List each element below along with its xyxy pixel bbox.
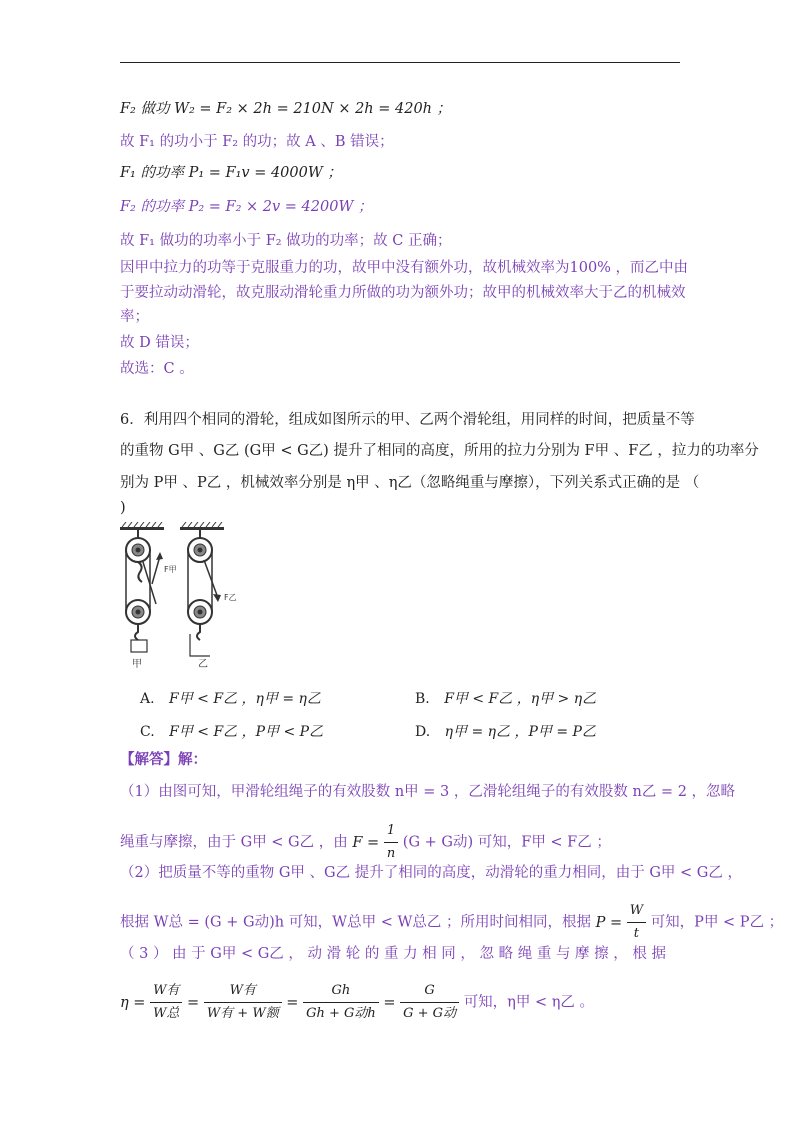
fraction-numerator: W有 <box>150 980 182 1003</box>
prev-solution-line-2: 故 F₁ 的功小于 F₂ 的功；故 A 、B 错误； <box>120 134 394 150</box>
answer-step1-post: (G + G动) 可知，F甲 < F乙 ； <box>402 834 611 851</box>
option-d-text: η甲 = η乙 ，P甲 = P乙 <box>444 724 596 740</box>
prev-solution-line-9: 故 D 错误； <box>120 335 199 351</box>
answer-step2-line2 <box>120 900 783 945</box>
prev-solution-line-8: 率； <box>120 309 149 325</box>
force-arrow-jia <box>152 552 163 584</box>
force-label-jia: F甲 <box>164 565 177 574</box>
fraction-eta-4 <box>400 980 459 1025</box>
answer-step3-post: 可知，η甲 < η乙 。 <box>463 994 595 1011</box>
prev-solution-line-4: F₂ 的功率 P₂ = F₂ × 2v = 4200W ； <box>120 199 373 215</box>
fraction-1-over-n <box>384 820 398 865</box>
fraction-denominator: G + G动 <box>403 1006 457 1021</box>
question-line-3: 别为 P甲 、P乙 ，机械效率分别是 η甲 、η乙（忽略绳重与摩擦），下列关系式正确的是 （ <box>120 475 700 491</box>
answer-step2-pre: 根据 W总 = (G + G动)h 可知，W总甲 < W总乙 ；所用时间相同，根据 <box>120 914 591 931</box>
fraction-numerator: G <box>400 980 459 1003</box>
fraction-denominator: Gh + G动h <box>306 1006 376 1021</box>
answer-step2-post: 可知，P甲 < P乙 ； <box>650 914 784 931</box>
option-a <box>140 688 321 708</box>
force-arrow-yi <box>213 594 221 602</box>
prev-solution-line-7: 于要拉动动滑轮，故克服动滑轮重力所做的功为额外功；故甲的机械效率大于乙的机械效 <box>120 285 686 301</box>
fraction-numerator: W <box>627 900 646 923</box>
answer-step2-line1: （2）把质量不等的重物 G甲 、G乙 提升了相同的高度，动滑轮的重力相同，由于 G甲 < G乙 ， <box>120 865 742 881</box>
answer-step1-line1: （1）由图可知，甲滑轮组绳子的有效股数 n甲 = 3 ，乙滑轮组绳子的有效股数 n乙 = 2 ，忽略 <box>120 784 736 800</box>
option-b <box>415 688 596 708</box>
answer-step3-formula: η = $\frac{\text{W有}}{\text{W总}}$ = $\frac{\text{W有}}{\text{W有 + W额}}$ = $\frac{Gh}{\text{Gh + G动h}}$ = $\frac{G}{\text{G + G动}}$ <box>120 995 464 1011</box>
fraction-w-over-t <box>627 900 646 945</box>
force-label-yi: F乙 <box>224 593 237 602</box>
figure-label-yi: 乙 <box>198 659 208 670</box>
fraction-numerator: Gh <box>303 980 379 1003</box>
ceiling-jia <box>120 522 164 530</box>
formula-eta-lhs: η = <box>120 994 146 1011</box>
fraction-eta-1 <box>150 980 182 1025</box>
option-b-letter: B. <box>415 691 430 707</box>
fraction-denominator: W总 <box>153 1006 180 1021</box>
option-d-letter: D. <box>415 724 431 740</box>
prev-solution-line-3: F₁ 的功率 P₁ = F₁v = 4000W ； <box>120 165 342 181</box>
answer-step1-pre: 绳重与摩擦，由于 G甲 < G乙 ，由 <box>120 834 348 851</box>
question-line-2: 的重物 G甲 、G乙 (G甲 < G乙) 提升了相同的高度，所用的拉力分别为 F甲 、F乙 ，拉力的功率分 <box>120 443 759 459</box>
fraction-numerator: W有 <box>204 980 282 1003</box>
header-rule <box>120 62 680 63</box>
option-d <box>415 721 596 741</box>
question-line-1: 6．利用四个相同的滑轮，组成如图所示的甲、乙两个滑轮组，用同样的时间，把质量不等 <box>120 412 695 428</box>
fraction-eta-2 <box>204 980 282 1025</box>
formula-f-lhs: F = <box>352 834 380 851</box>
answer-step2-formula <box>595 903 651 941</box>
pulley-system-jia <box>126 530 156 652</box>
fraction-denominator: t <box>633 926 639 941</box>
answer-step3-line1: （ 3 ） 由 于 G甲 < G乙 ， 动 滑 轮 的 重 力 相 同 ， 忽 略 绳 重 与 摩 擦 ， 根 据 <box>120 946 666 962</box>
option-a-letter: A. <box>140 691 155 707</box>
option-c-letter: C. <box>140 724 155 740</box>
fraction-denominator: n <box>386 846 396 861</box>
answer-step1-line2 <box>120 820 611 865</box>
prev-solution-line-6: 因甲中拉力的功等于克服重力的功，故甲中没有额外功，故机械效率为100% ，而乙中由 <box>120 260 689 276</box>
option-a-text: F甲 < F乙 ，η甲 = η乙 <box>169 691 321 707</box>
answer-step1-formula <box>352 823 402 861</box>
fraction-denominator: W有 + W额 <box>206 1006 279 1021</box>
prev-solution-line-1: F₂ 做功 W₂ = F₂ × 2h = 210N × 2h = 420h ； <box>120 101 452 117</box>
answer-step3-line2 <box>120 980 594 1025</box>
pulley-figure <box>118 522 268 672</box>
pulley-system-yi <box>188 530 218 656</box>
option-c-text: F甲 < F乙 ，P甲 < P乙 <box>169 724 324 740</box>
option-b-text: F甲 < F乙 ，η甲 > η乙 <box>444 691 597 707</box>
figure-label-jia: 甲 <box>132 659 142 670</box>
formula-p-lhs: P = <box>595 914 623 931</box>
ceiling-yi <box>180 522 224 530</box>
prev-solution-line-10: 故选：C 。 <box>120 361 194 377</box>
prev-solution-line-5: 故 F₁ 做功的功率小于 F₂ 做功的功率；故 C 正确； <box>120 233 452 249</box>
fraction-numerator: 1 <box>384 820 398 843</box>
question-line-4: ) <box>120 500 126 516</box>
answer-heading: 【解答】解： <box>120 751 207 768</box>
fraction-eta-3 <box>303 980 379 1025</box>
option-c <box>140 721 323 741</box>
